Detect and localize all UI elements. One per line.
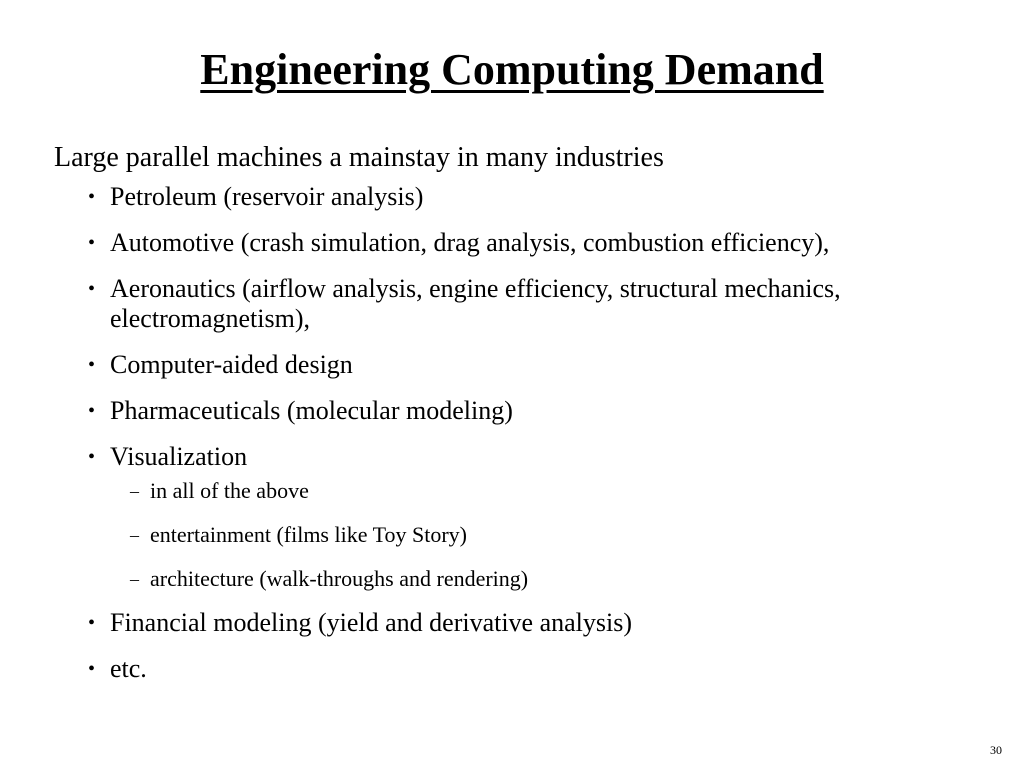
visualization-sublist xyxy=(110,478,1004,592)
bullet-text: Automotive (crash simulation, drag analysis, combustion efficiency), xyxy=(110,228,830,257)
bullet-item-aeronautics xyxy=(54,274,1004,334)
bullet-item-visualization xyxy=(54,442,1004,592)
subitem-all-of-above xyxy=(110,478,1004,504)
bullet-item-automotive xyxy=(54,228,1004,258)
bullet-icon: • xyxy=(88,232,96,254)
bullet-icon: • xyxy=(88,400,96,422)
subitem-text: architecture (walk-throughs and rendering) xyxy=(150,566,529,591)
bullet-text: Petroleum (reservoir analysis) xyxy=(110,182,424,211)
bullet-icon: • xyxy=(88,446,96,468)
bullet-text: Computer-aided design xyxy=(110,350,353,379)
slide-title: Engineering Computing Demand xyxy=(200,45,824,94)
bullet-item-etc xyxy=(54,654,1004,684)
dash-icon: – xyxy=(130,481,139,501)
bullet-text: Financial modeling (yield and derivative analysis) xyxy=(110,608,633,637)
bullet-item-computer-aided-design xyxy=(54,350,1004,380)
subitem-entertainment xyxy=(110,522,1004,548)
lead-text: Large parallel machines a mainstay in many industries xyxy=(54,142,664,173)
bullet-icon: • xyxy=(88,658,96,680)
bullet-text: Visualization xyxy=(110,442,248,471)
bullet-text: Pharmaceuticals (molecular modeling) xyxy=(110,396,513,425)
bullet-list xyxy=(54,182,1004,684)
dash-icon: – xyxy=(130,569,139,589)
bullet-icon: • xyxy=(88,278,96,300)
subitem-text: in all of the above xyxy=(150,478,309,503)
bullet-text: Aeronautics (airflow analysis, engine efficiency, structural mechanics, electromagnetism), xyxy=(110,274,841,333)
bullet-item-petroleum xyxy=(54,182,1004,212)
bullet-item-financial-modeling xyxy=(54,608,1004,638)
bullet-text: etc. xyxy=(110,654,147,683)
subitem-text: entertainment (films like Toy Story) xyxy=(150,522,467,547)
bullet-item-pharmaceuticals xyxy=(54,396,1004,426)
page-number: 30 xyxy=(990,743,1002,757)
bullet-icon: • xyxy=(88,186,96,208)
subitem-architecture xyxy=(110,566,1004,592)
bullet-icon: • xyxy=(88,354,96,376)
bullet-icon: • xyxy=(88,612,96,634)
dash-icon: – xyxy=(130,525,139,545)
slide-content xyxy=(54,140,1004,700)
